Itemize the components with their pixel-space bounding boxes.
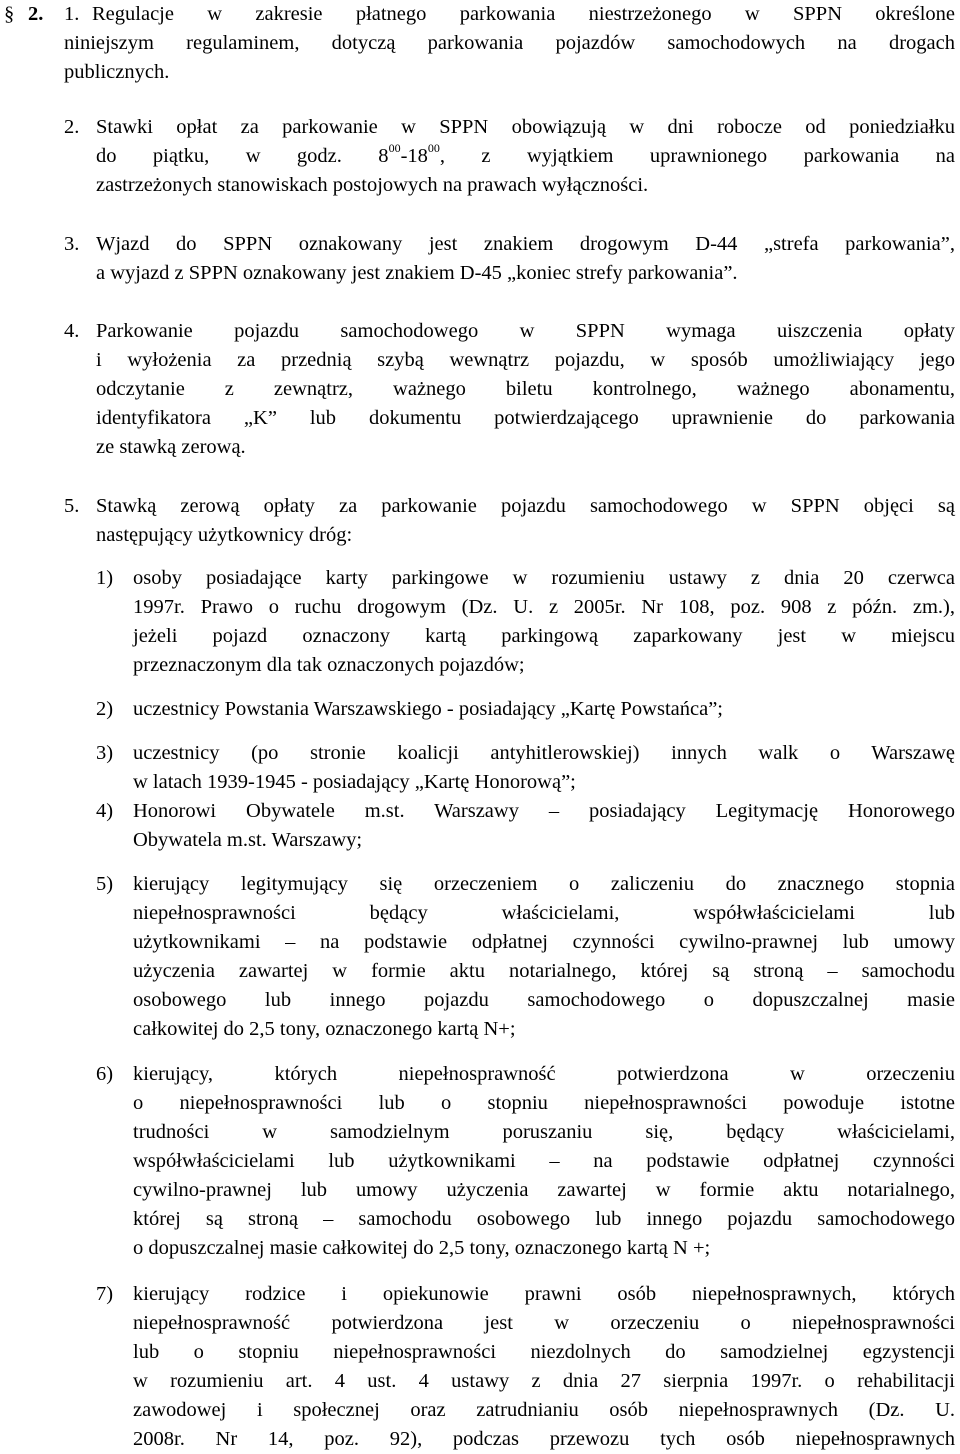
text-line: publicznych. xyxy=(64,61,170,83)
text-line: uczestnicy (po stronie koalicji antyhitlerowskiej) innych walk o Warszawę xyxy=(133,742,955,764)
text-line: odczytanie z zewnątrz, ważnego biletu kontrolnego, ważnego abonamentu, xyxy=(96,378,955,400)
text-line: użytkownikami – na podstawie odpłatnej czynności cywilno-prawnej lub umowy xyxy=(133,931,955,953)
text-line: Regulacje w zakresie płatnego parkowania niestrzeżonego w SPPN określone xyxy=(92,3,955,25)
text-line: w rozumieniu art. 4 ust. 4 ustawy z dnia 27 sierpnia 1997r. o rehabilitacji xyxy=(133,1370,955,1392)
list-item-number: 5) xyxy=(96,873,114,895)
list-item-5 xyxy=(133,870,955,1044)
paragraph-3 xyxy=(96,230,955,288)
text-fragment: , z wyjątkiem uprawnionego parkowania na xyxy=(439,145,955,167)
superscript-minutes: 00 xyxy=(427,141,440,156)
paragraph-number: 4. xyxy=(64,320,80,342)
paragraph-1-cont xyxy=(64,29,955,87)
paragraph-4 xyxy=(96,317,955,462)
text-line: trudności w samodzielnym poruszaniu się, będący właścicielami, xyxy=(133,1121,955,1143)
text-line: przeznaczonym dla tak oznaczonych pojazdów; xyxy=(133,654,525,676)
list-item-number: 1) xyxy=(96,567,114,589)
text-line: Obywatela m.st. Warszawy; xyxy=(133,829,363,851)
text-line: zastrzeżonych stanowiskach postojowych na prawach wyłączności. xyxy=(96,174,649,196)
text-line: następujący użytkownicy dróg: xyxy=(96,524,353,546)
text-line: i wyłożenia za przednią szybą wewnątrz pojazdu, w sposób umożliwiający jego xyxy=(96,349,955,371)
list-item-6 xyxy=(133,1060,955,1263)
text-line: zawodowej i społecznej oraz zatrudnianiu osób niepełnosprawnych (Dz. U. xyxy=(133,1399,955,1421)
text-line: osobowego lub innego pojazdu samochodowego o dopuszczalnej masie xyxy=(133,989,955,1011)
list-item-number: 2) xyxy=(96,698,114,720)
text-line: Honorowi Obywatele m.st. Warszawy – posiadający Legitymację Honorowego xyxy=(133,800,955,822)
text-line: kierujący rodzice i opiekunowie prawni osób niepełnosprawnych, których xyxy=(133,1283,955,1305)
paragraph-number: 5. xyxy=(64,495,80,517)
superscript-minutes: 00 xyxy=(388,141,401,156)
text-line: niepełnosprawność potwierdzona jest w orzeczeniu o niepełnosprawności xyxy=(133,1312,955,1334)
list-item-3 xyxy=(133,739,955,797)
list-item-2 xyxy=(133,695,955,724)
text-line: kierujący, których niepełnosprawność potwierdzona w orzeczeniu xyxy=(133,1063,955,1085)
text-line: niepełnosprawności będący właścicielami, współwłaścicielami lub xyxy=(133,902,955,924)
text-line: cywilno-prawnej lub umowy użyczenia zawartej w formie aktu notarialnego, xyxy=(133,1179,955,1201)
text-line: o niepełnosprawności lub o stopniu niepełnosprawności powoduje istotne xyxy=(133,1092,955,1114)
paragraph-2 xyxy=(96,113,955,200)
text-line: o dopuszczalnej masie całkowitej do 2,5 tony, oznaczonego kartą N +; xyxy=(133,1237,711,1259)
text-line: Wjazd do SPPN oznakowany jest znakiem drogowym D-44 „strefa parkowania”, xyxy=(96,233,955,255)
list-item-7 xyxy=(133,1280,955,1454)
text-line: Stawką zerową opłaty za parkowanie pojazdu samochodowego w SPPN objęci są xyxy=(96,495,955,517)
text-line: współwłaścicielami lub użytkownikami – na podstawie odpłatnej czynności xyxy=(133,1150,955,1172)
paragraph-number: 3. xyxy=(64,233,80,255)
text-line: identyfikatora „K” lub dokumentu potwierdzającego uprawnienie do parkowania xyxy=(96,407,955,429)
text-line: lub o stopniu niepełnosprawności niezdolnych do samodzielnej egzystencji xyxy=(133,1341,955,1363)
list-item-number: 7) xyxy=(96,1283,114,1305)
text-line: Stawki opłat za parkowanie w SPPN obowiązują w dni robocze od poniedziałku xyxy=(96,116,955,138)
text-line: w latach 1939-1945 - posiadający „Kartę Honorową”; xyxy=(133,771,576,793)
paragraph-5 xyxy=(96,492,955,550)
list-item-1 xyxy=(133,564,955,680)
text-line: ze stawką zerową. xyxy=(96,436,246,458)
paragraph-number: 1. xyxy=(64,3,80,25)
text-fragment: -18 xyxy=(400,145,428,167)
text-line: 2008r. Nr 14, poz. 92), podczas przewozu tych osób niepełnosprawnych xyxy=(133,1428,955,1450)
text-line: osoby posiadające karty parkingowe w rozumieniu ustawy z dnia 20 czerwca xyxy=(133,567,955,589)
text-line: całkowitej do 2,5 tony, oznaczonego kartą N+; xyxy=(133,1018,516,1040)
list-item-number: 4) xyxy=(96,800,114,822)
text-line: Parkowanie pojazdu samochodowego w SPPN wymaga uiszczenia opłaty xyxy=(96,320,955,342)
list-item-number: 3) xyxy=(96,742,114,764)
list-item-4 xyxy=(133,797,955,855)
text-line: jeżeli pojazd oznaczony kartą parkingową zaparkowany jest w miejscu xyxy=(133,625,955,647)
text-line: użyczenia zawartej w formie aktu notarialnego, której są stroną – samochodu xyxy=(133,960,955,982)
section-symbol: § xyxy=(4,3,15,25)
text-line: uczestnicy Powstania Warszawskiego - posiadający „Kartę Powstańca”; xyxy=(133,698,723,720)
text-line: kierujący legitymujący się orzeczeniem o zaliczeniu do znacznego stopnia xyxy=(133,873,955,895)
text-line-with-hours xyxy=(96,142,955,171)
text-line: której są stroną – samochodu osobowego lub innego pojazdu samochodowego xyxy=(133,1208,955,1230)
text-fragment: do piątku, w godz. 8 xyxy=(96,145,389,167)
list-item-number: 6) xyxy=(96,1063,114,1085)
text-line: niniejszym regulaminem, dotyczą parkowania pojazdów samochodowych na drogach xyxy=(64,32,955,54)
paragraph-number: 2. xyxy=(64,116,80,138)
text-line: a wyjazd z SPPN oznakowany jest znakiem D-45 „koniec strefy parkowania”. xyxy=(96,262,738,284)
section-number: 2. xyxy=(28,3,44,25)
text-line: 1997r. Prawo o ruchu drogowym (Dz. U. z 2005r. Nr 108, poz. 908 z późn. zm.), xyxy=(133,596,955,618)
paragraph-1 xyxy=(92,0,955,29)
